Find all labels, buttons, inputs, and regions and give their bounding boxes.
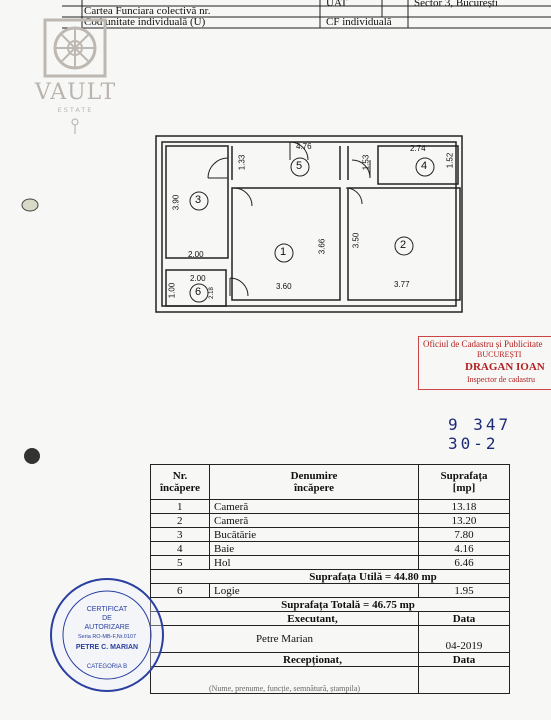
logo-sub: ESTATE: [57, 106, 94, 114]
dim-hall-right: 1.53: [361, 154, 371, 171]
vault-logo: [28, 18, 123, 128]
floor-plan: [150, 130, 470, 320]
dim-room2-width: 3.50: [351, 232, 361, 249]
dim-logia-length: 2.00: [190, 274, 206, 283]
cf-collective: Cartea Funciara colectivă nr.: [84, 5, 211, 17]
table-row: 1 Cameră 13.18: [151, 500, 510, 514]
dim-room2-length: 3.77: [394, 280, 410, 289]
stamp-line3: DRAGAN IOAN: [465, 361, 545, 373]
dim-kitchen-length: 2.00: [188, 250, 204, 259]
header-name: Denumire încăpere: [210, 465, 419, 500]
dim-bath-width: 1.52: [445, 152, 455, 169]
room-6-label: 6: [195, 286, 202, 298]
rooms-table: [150, 464, 510, 694]
punch-hole-mark: [20, 446, 44, 466]
stamp-line4: Inspector de cadastru: [467, 375, 535, 384]
header-nr: Nr. încăpere: [151, 465, 210, 500]
dim-room1-width: 3.66: [317, 238, 327, 255]
punch-hole-mark: [18, 196, 44, 214]
dim-hall-left: 1.33: [237, 154, 247, 171]
executant-data-row: Petre Marian 04-2019: [151, 626, 510, 653]
uat-label: UAT: [326, 0, 348, 9]
vault-door-icon: [28, 18, 123, 80]
dim-bath-length: 2.74: [410, 144, 426, 153]
cf-individual: CF individuală: [326, 16, 392, 28]
executant-row: Executant, Data: [151, 612, 510, 626]
cadastre-stamp: [418, 336, 551, 390]
table-row: 3 Bucătărie 7.80: [151, 528, 510, 542]
table-row: 2 Cameră 13.20: [151, 514, 510, 528]
unit-code: Cod unitate individuală (U): [84, 16, 206, 28]
dim-kitchen-width: 3.90: [171, 194, 181, 211]
room-1-label: 1: [280, 246, 287, 258]
handwritten-number: 9 347 30-2: [448, 415, 512, 453]
uat-value: Sector 3, București: [414, 0, 499, 9]
authorization-stamp: CERTIFICAT DE AUTORIZARE Seria RO-MB-F,Nr.0107 PETRE C. MARIAN CATEGORIA B: [48, 576, 166, 694]
table-header: [151, 465, 510, 500]
stamp-line1: Oficiul de Cadastru și Publicitate: [423, 339, 543, 349]
dim-room1-length: 3.60: [276, 282, 292, 291]
sign-row: (Nume, prenume, funcție, semnătură, ștampila): [151, 667, 510, 694]
room-5-label: 5: [296, 160, 303, 172]
useful-area-row: Suprafața Utilă = 44.80 mp: [151, 570, 510, 584]
room-3-label: 3: [195, 194, 202, 206]
logo-word: VAULT: [34, 80, 117, 105]
table-row: 6 Logie 1.95: [151, 584, 510, 598]
header-area: Suprafața [mp]: [419, 465, 510, 500]
room-4-label: 4: [421, 160, 428, 172]
dim-logia-door: 2.18: [208, 287, 215, 299]
table-row: 4 Baie 4.16: [151, 542, 510, 556]
room-2-label: 2: [400, 239, 407, 251]
key-icon: [28, 116, 123, 136]
dim-hall-length: 4.76: [296, 142, 312, 151]
table-row: 5 Hol 6.46: [151, 556, 510, 570]
dim-logia-width: 1.00: [167, 282, 177, 299]
receptionat-row: Recepționat, Data: [151, 653, 510, 667]
stamp-line2: BUCUREȘTI: [477, 350, 522, 359]
header-table: [62, 0, 551, 30]
total-area-row: Suprafața Totală = 46.75 mp: [151, 598, 510, 612]
